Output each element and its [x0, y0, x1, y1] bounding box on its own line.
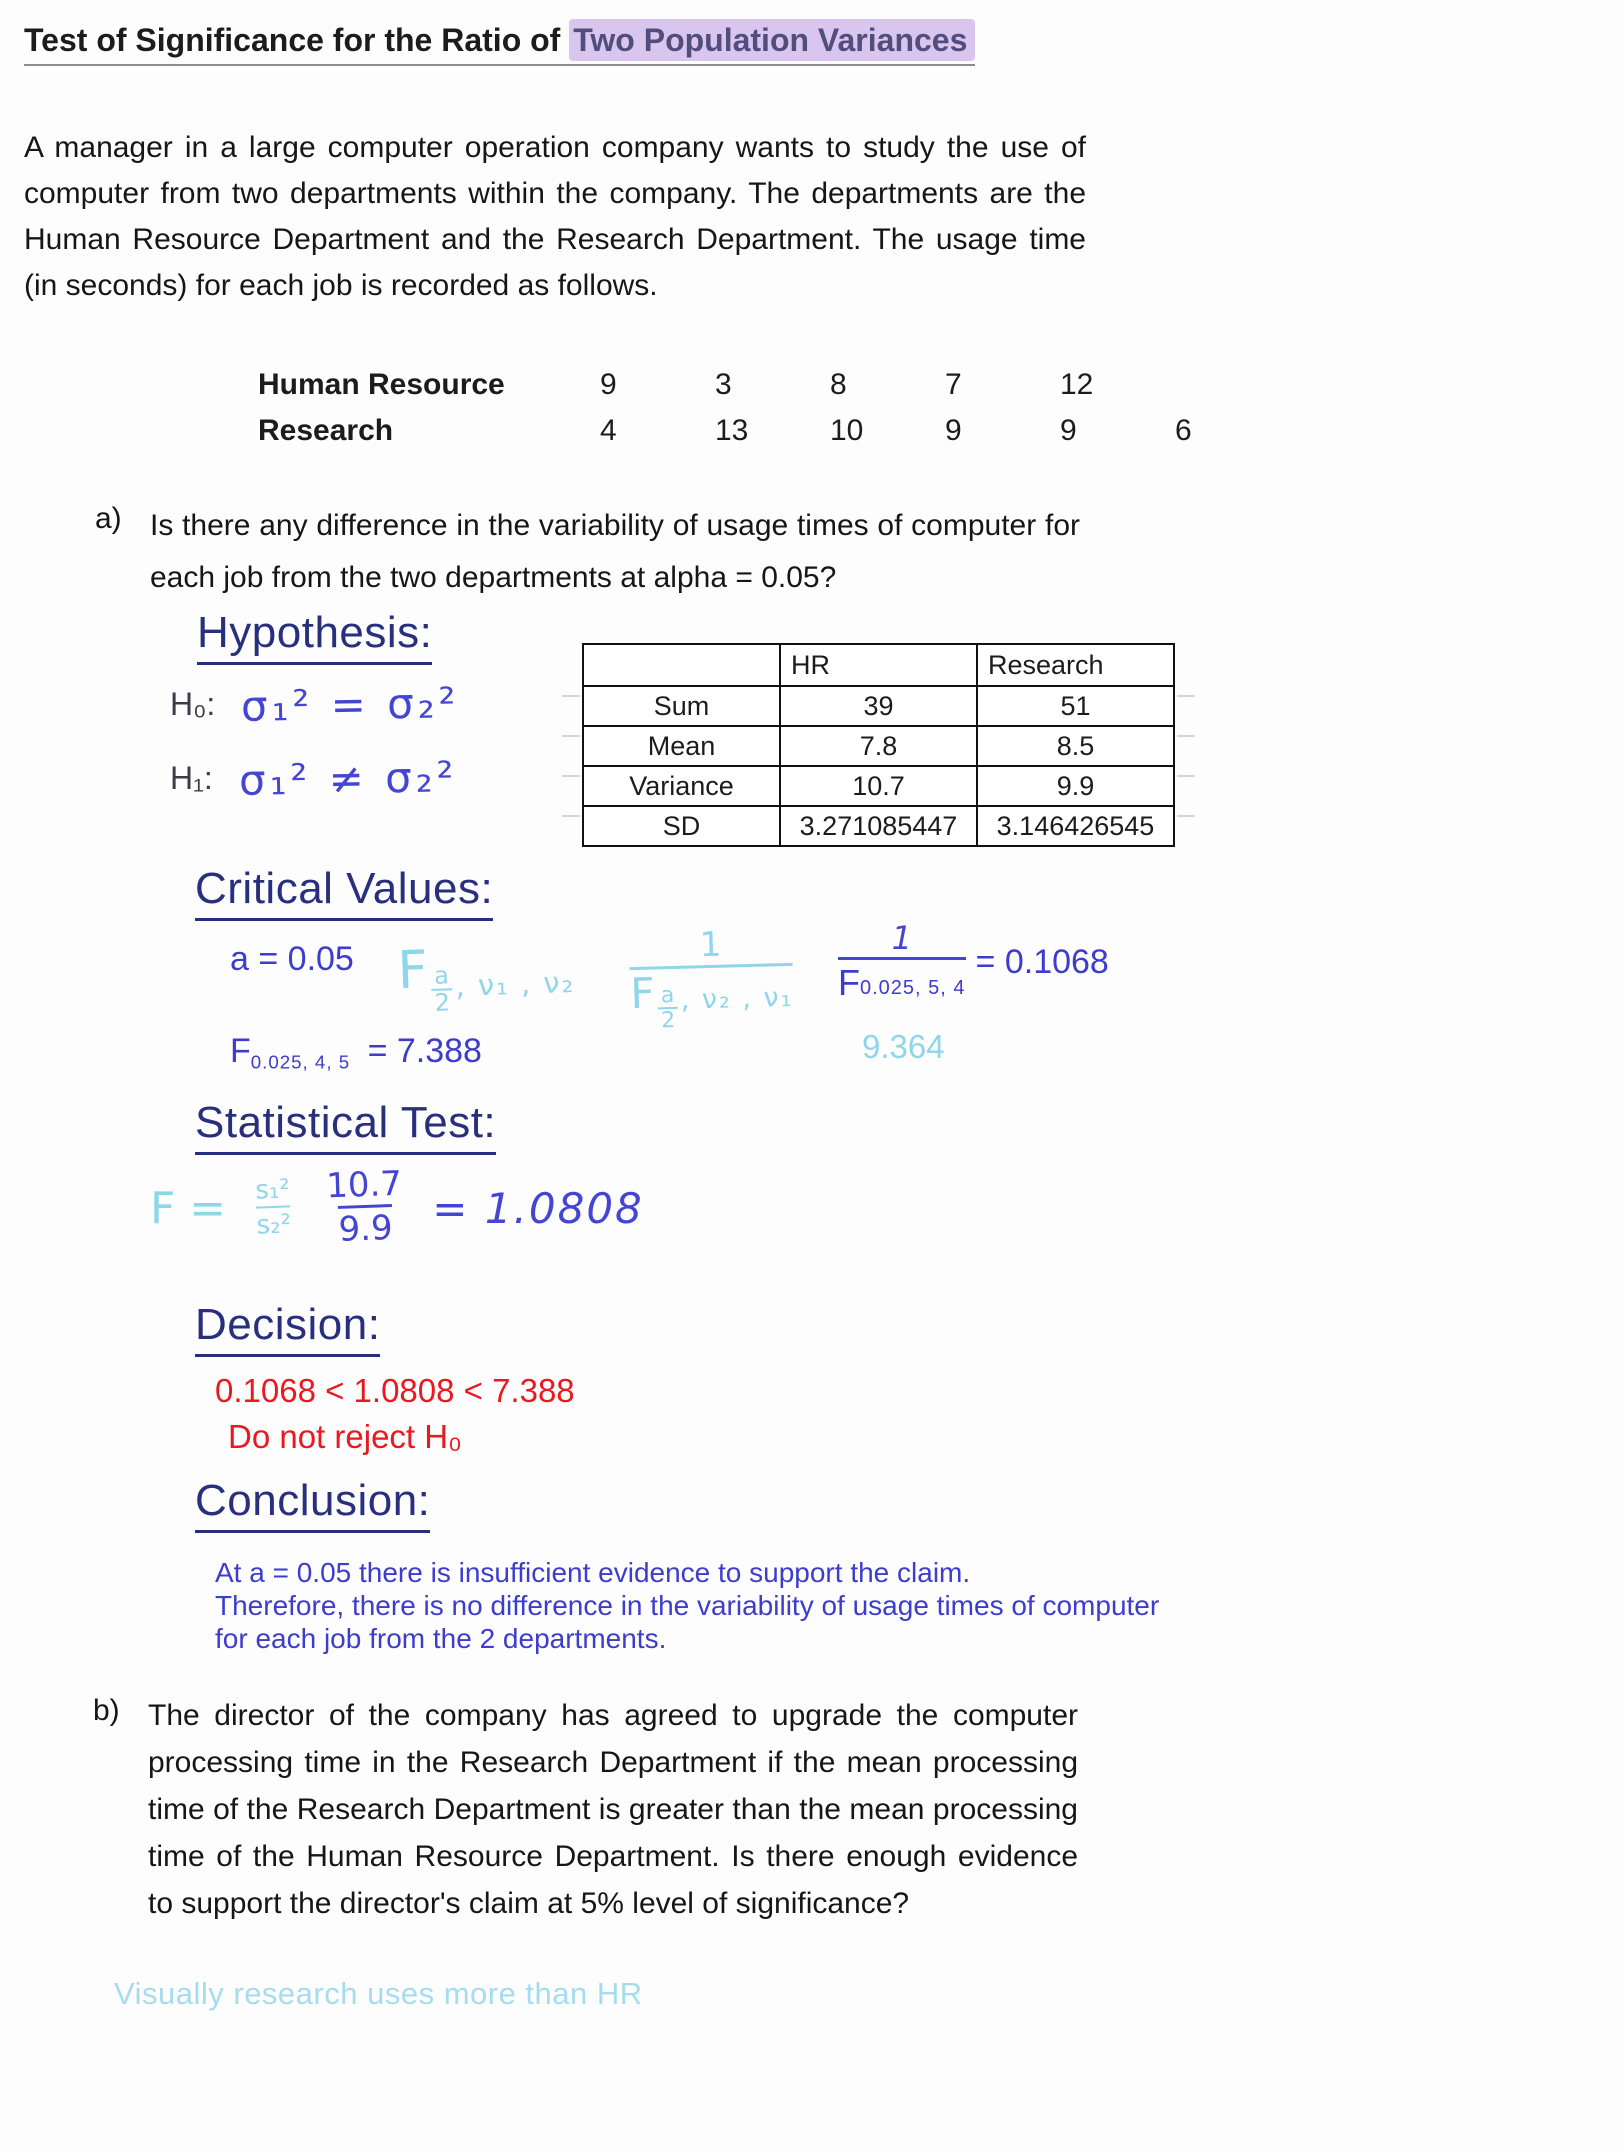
stats-value: 3.271085447	[780, 806, 977, 846]
f-symbol: F	[629, 968, 656, 1019]
stats-value: 9.9	[977, 766, 1174, 806]
data-value: 13	[715, 414, 749, 447]
handwritten-note: Visually research uses more than HR	[114, 1976, 643, 2011]
usage-data-table	[258, 362, 1290, 454]
alternative-hypothesis	[170, 754, 457, 803]
reciprocal-result: = 0.1068	[975, 942, 1109, 981]
stats-value: 8.5	[977, 726, 1174, 766]
data-value: 9	[600, 368, 617, 401]
f-subscript: 0.025, 4, 5	[250, 1051, 351, 1073]
fraction-numerator: 10.7	[325, 1163, 403, 1207]
stats-row-sum	[583, 686, 1174, 726]
conclusion-line: At a = 0.05 there is insufficient evidence to support the claim.	[215, 1557, 971, 1588]
data-value: 9	[1060, 414, 1077, 447]
fraction-denominator: s₂²	[256, 1205, 292, 1240]
fraction-numerator: a	[433, 961, 450, 990]
h1-label: H₁:	[170, 760, 213, 796]
fraction-numerator: a	[660, 982, 675, 1009]
reciprocal-fraction	[838, 919, 966, 1003]
hypothesis-heading: Hypothesis:	[197, 608, 432, 665]
f-subscript: 0.025, 5, 4	[860, 977, 966, 999]
f-test-computation	[150, 1163, 644, 1250]
data-value: 9	[945, 414, 962, 447]
stats-row-label: SD	[583, 806, 780, 846]
stats-value: 51	[977, 686, 1174, 726]
stats-value: 39	[780, 686, 977, 726]
conclusion-text	[215, 1556, 1159, 1655]
data-value: 12	[1060, 368, 1094, 401]
f-table-value: 9.364	[862, 1028, 945, 1065]
stats-header-blank	[583, 644, 780, 686]
alpha-level: a = 0.05	[230, 940, 354, 978]
h1-formula: σ₁² ≠ σ₂²	[238, 752, 458, 805]
stats-row-mean	[583, 726, 1174, 766]
stats-row-label: Mean	[583, 726, 780, 766]
f-symbol: F	[838, 962, 860, 1003]
stats-value: 7.8	[780, 726, 977, 766]
data-value: 4	[600, 414, 617, 447]
stats-row-label: Variance	[583, 766, 780, 806]
summary-stats-table	[582, 643, 1175, 847]
data-value: 8	[830, 368, 847, 401]
data-row-label: Human Resource	[258, 368, 505, 401]
reciprocal-numerator: 1	[699, 924, 722, 966]
h0-formula: σ₁² = σ₂²	[240, 678, 461, 731]
data-value: 3	[715, 368, 732, 401]
decision-comparison: 0.1068 < 1.0808 < 7.388	[215, 1372, 575, 1409]
question-a-marker: a)	[95, 502, 122, 535]
question-b-marker: b)	[93, 1694, 120, 1727]
question-b-text: The director of the company has agreed to upgrade the computer processing time in the Research Department if the mean processing time of the Research Department is greater than the mean processing time of the Human Resource Department. Is there enough evidence to support the director's claim at 5% level of significance?	[148, 1699, 1078, 1920]
data-value: 7	[945, 368, 962, 401]
reciprocal-denominator	[838, 957, 966, 1003]
null-hypothesis	[170, 680, 460, 729]
stats-row-sd	[583, 806, 1174, 846]
stats-header-research: Research	[977, 644, 1174, 686]
critical-values-heading: Critical Values:	[195, 864, 493, 921]
conclusion-heading: Conclusion:	[195, 1476, 430, 1533]
h0-label: H₀:	[170, 686, 216, 722]
variance-ratio-fraction	[249, 1176, 298, 1240]
reciprocal-numerator: 1	[891, 919, 912, 957]
f-critical-notation	[397, 939, 576, 1018]
f-symbol: F	[230, 1032, 251, 1070]
reciprocal-f-notation	[629, 926, 795, 1033]
data-row-research	[258, 408, 1290, 454]
stats-row-variance	[583, 766, 1174, 806]
page-title	[24, 22, 975, 66]
f-critical-value	[230, 1032, 482, 1074]
question-a-text: Is there any difference in the variability of usage times of computer for each job from the two departments at alpha = 0.05?	[150, 509, 1080, 594]
data-value: 10	[830, 414, 864, 447]
stats-row-label: Sum	[583, 686, 780, 726]
conclusion-line: Therefore, there is no difference in the variability of usage times of computer	[215, 1590, 1160, 1621]
page-title-plain: Test of Significance for the Ratio of	[24, 22, 561, 58]
data-row-human-resource	[258, 362, 1290, 408]
reciprocal-denominator	[630, 963, 795, 1033]
statistical-test-heading: Statistical Test:	[195, 1098, 496, 1155]
data-value: 6	[1175, 414, 1192, 447]
fraction-numerator: s₁²	[255, 1174, 291, 1206]
f-symbol: F	[396, 940, 429, 1002]
page-title-highlight: Two Population Variances	[569, 19, 975, 61]
stats-header-row	[583, 644, 1174, 686]
stats-header-hr: HR	[780, 644, 977, 686]
alpha-over-2-fraction	[430, 963, 453, 1016]
numeric-ratio-fraction	[319, 1163, 409, 1250]
data-row-label: Research	[258, 414, 394, 447]
alpha-over-2-fraction	[657, 984, 678, 1033]
fraction-denominator: 2	[658, 1007, 679, 1033]
reciprocal-f-computed	[838, 919, 1109, 1003]
decision-heading: Decision:	[195, 1300, 380, 1357]
decision-verdict: Do not reject H₀	[228, 1418, 462, 1455]
f-critical-result: = 7.388	[367, 1032, 482, 1070]
stats-value: 10.7	[780, 766, 977, 806]
f-test-result: = 1.0808	[432, 1183, 644, 1233]
degrees-of-freedom: , ν₁ , ν₂	[454, 964, 576, 1004]
f-equals: F =	[150, 1182, 227, 1234]
fraction-denominator: 9.9	[337, 1204, 393, 1249]
intro-paragraph: A manager in a large computer operation company wants to study the use of computer from two departments within the company. The departments are the Human Resource Department and the Research Department. The usage time (in seconds) for each job is recorded as follows.	[24, 131, 1086, 302]
degrees-of-freedom: , ν₂ , ν₁	[680, 981, 794, 1016]
fraction-denominator: 2	[431, 988, 453, 1016]
conclusion-line: for each job from the 2 departments.	[215, 1623, 667, 1654]
stats-value: 3.146426545	[977, 806, 1174, 846]
